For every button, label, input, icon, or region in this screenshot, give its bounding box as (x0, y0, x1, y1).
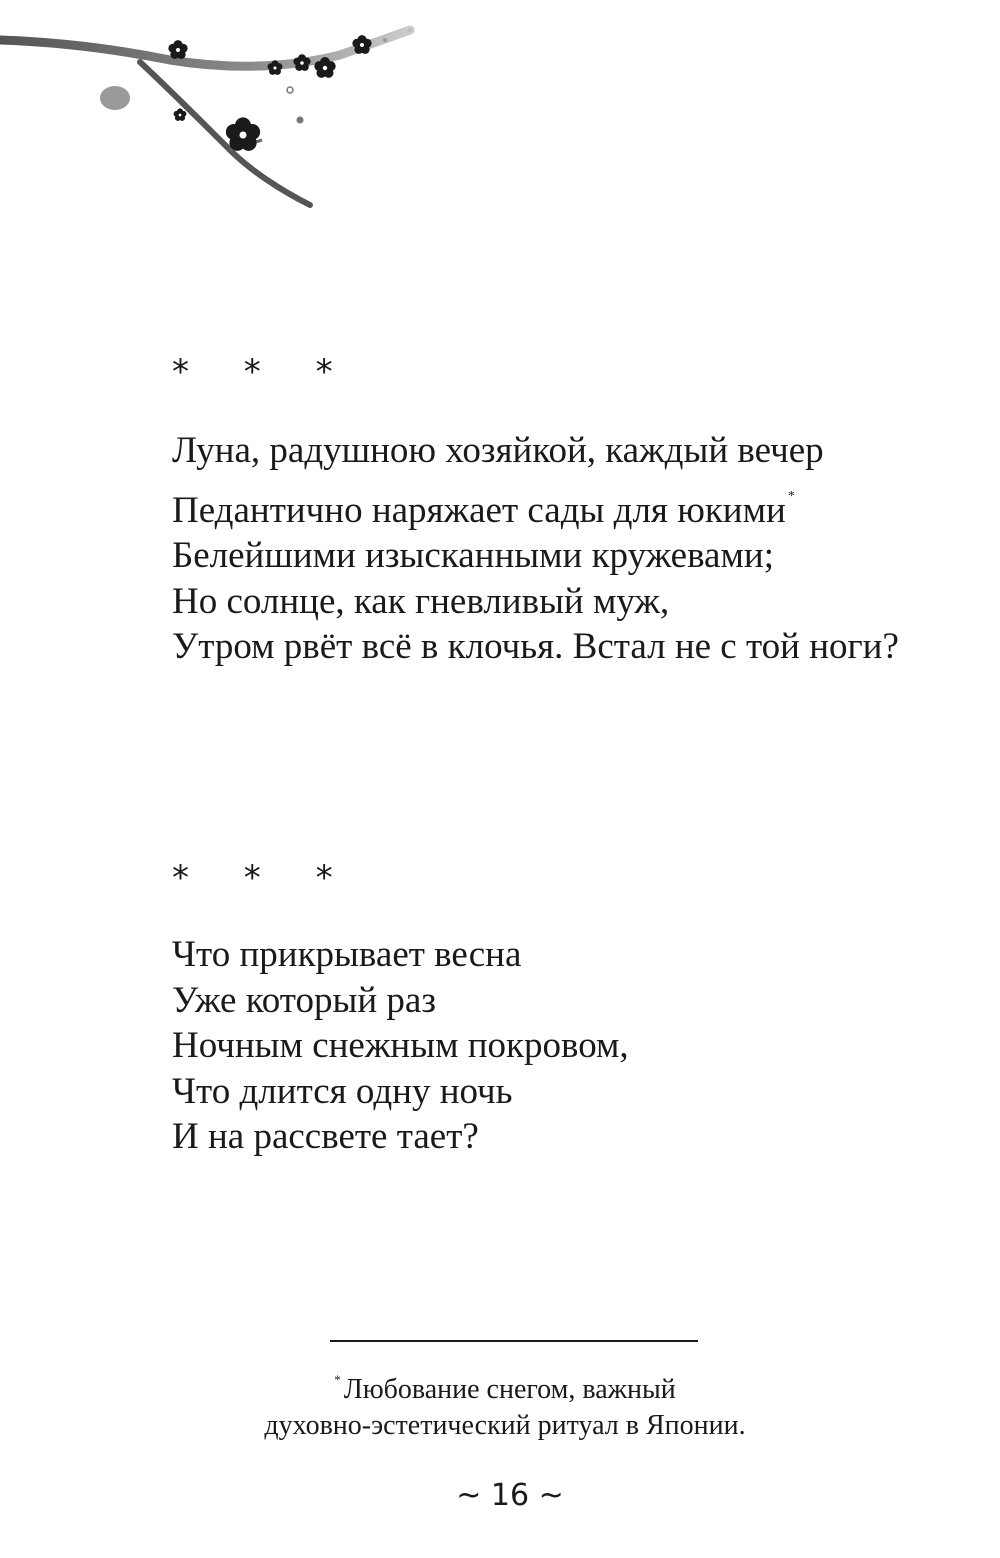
footnote-text: Любование снегом, важный (343, 1374, 676, 1405)
page-number: ~ 16 ~ (456, 1478, 564, 1513)
poem-line: Что длится одну ночь (172, 1070, 513, 1112)
poem-line: Луна, радушною хозяйкой, каждый вечер (172, 430, 824, 471)
footnote-line-2: духовно-эстетический ритуал в Японии. (264, 1410, 746, 1441)
poem-2 (172, 932, 629, 1160)
poem-line: Но солнце, как гневливый муж, (172, 580, 670, 622)
cherry-blossom-branch-illustration (0, 0, 430, 220)
poem-line: Белейшими изысканными кружевами; (172, 535, 774, 576)
poem-1 (172, 428, 899, 670)
section-separator-2: * * * (172, 858, 355, 898)
footnote (200, 1362, 810, 1444)
poem-line: Что прикрывает весна (172, 934, 522, 975)
poem-line: Утром рвёт всё в клочья. Встал не с той ноги? (172, 626, 899, 667)
poem-line-text: Педантично наряжает сады для юкими (172, 489, 786, 531)
footnote-line-1 (200, 1362, 810, 1408)
poem-line: И на рассвете тает? (172, 1116, 479, 1157)
section-separator-1: * * * (172, 352, 355, 392)
poem-line: Уже который раз (172, 979, 436, 1021)
footnote-marker: * (334, 1372, 341, 1387)
poem-line: Ночным снежным покровом, (172, 1025, 629, 1066)
footnote-marker: * (787, 488, 795, 504)
footnote-divider (330, 1340, 698, 1342)
poem-line-with-footnote (172, 474, 899, 534)
